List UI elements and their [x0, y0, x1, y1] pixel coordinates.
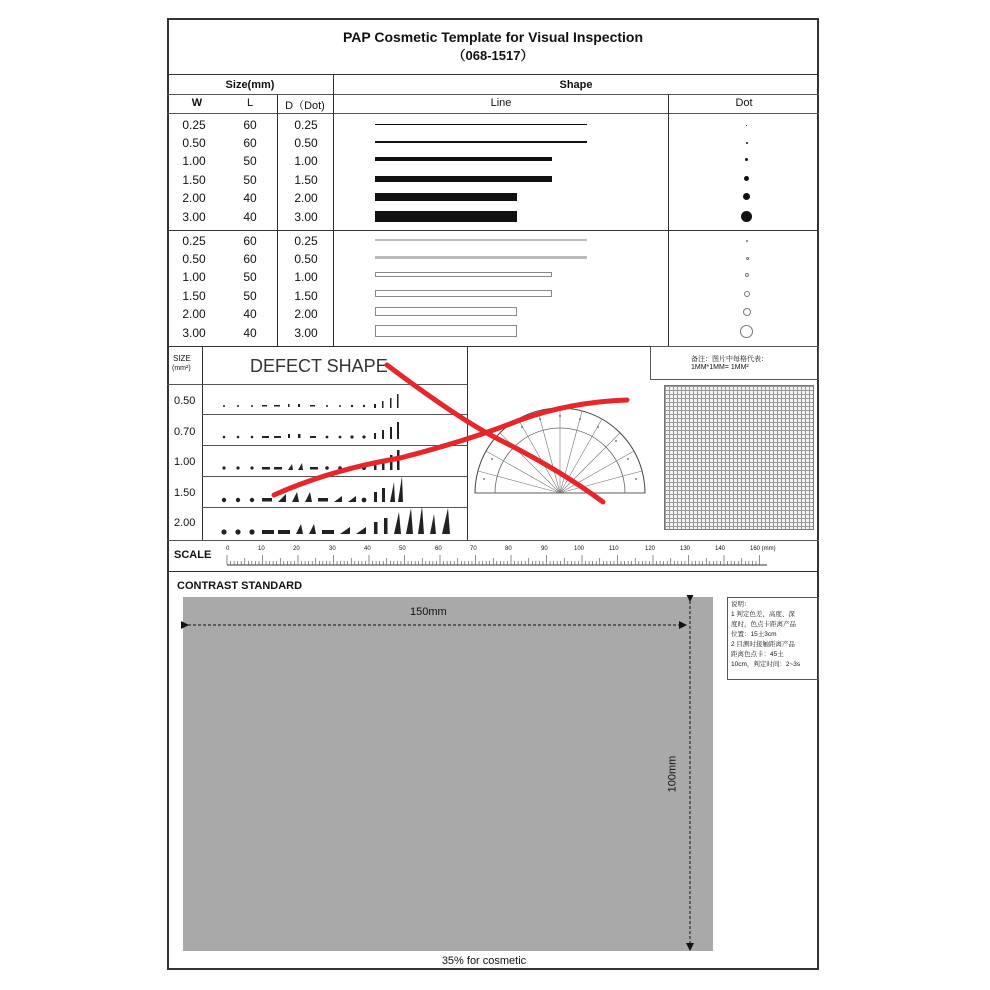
cell-l: 40	[243, 191, 257, 205]
note-line: 度时，色点卡距离产品	[731, 621, 796, 628]
red-strike-line	[387, 365, 603, 502]
cell-d: 0.50	[294, 252, 318, 266]
scale-tick-label: 90	[541, 546, 548, 552]
scale-tick-label: 10	[258, 546, 265, 552]
cell-d: 2.00	[294, 191, 318, 205]
cell-l: 60	[243, 234, 257, 248]
cell-d: 3.00	[294, 326, 318, 340]
scale-tick-label: 110	[609, 546, 619, 552]
note-line: 位置：15土3cm	[731, 631, 777, 638]
cell-d: 0.25	[294, 234, 318, 248]
page-title: PAP Cosmetic Template for Visual Inspection	[342, 29, 644, 45]
cell-l: 40	[243, 210, 257, 224]
scale-tick-label: 60	[435, 546, 442, 552]
scale-tick-label: 20	[293, 546, 300, 552]
cell-d: 3.00	[294, 210, 318, 224]
note-line: 距离色点卡：45土	[731, 651, 784, 658]
shape-header: Shape	[559, 79, 593, 91]
cell-w: 1.50	[182, 173, 206, 187]
cell-w: 3.00	[182, 326, 206, 340]
cell-d: 1.50	[294, 289, 318, 303]
size-header: Size(mm)	[225, 79, 275, 91]
cell-l: 60	[243, 136, 257, 150]
defect-shape-title: DEFECT SHAPE	[250, 356, 388, 376]
cell-d: 0.25	[294, 118, 318, 132]
scale-tick-label: 30	[329, 546, 336, 552]
cell-w: 0.50	[182, 252, 206, 266]
cell-w: 0.25	[182, 234, 206, 248]
cell-l: 50	[243, 270, 257, 284]
cell-l: 40	[243, 307, 257, 321]
page-subtitle: （068-1517）	[452, 48, 534, 63]
scale-tick-label: 100	[574, 546, 585, 552]
scale-tick-label: 40	[364, 546, 371, 552]
cell-d: 2.00	[294, 307, 318, 321]
grid-note-line: 1MM*1MM= 1MM²	[691, 364, 749, 371]
col-w-header: W	[191, 97, 203, 109]
cell-w: 3.00	[182, 210, 206, 224]
col-line-header: Line	[490, 97, 512, 109]
scale-tick-label: 50	[399, 546, 406, 552]
note-line: 2 目测时接触距离产品	[731, 641, 795, 648]
grid-note-line: 备注：图片中每格代表：	[691, 356, 768, 363]
cell-l: 50	[243, 289, 257, 303]
scale-tick-label: 0	[226, 546, 230, 552]
col-l-header: L	[246, 97, 254, 109]
defect-size-unit: (mm²)	[172, 365, 191, 372]
defect-size-label: 0.70	[174, 426, 196, 438]
cell-w: 0.25	[182, 118, 206, 132]
defect-size-label: 0.50	[174, 395, 196, 407]
scale-tick-label: 120	[645, 546, 656, 552]
cell-l: 60	[243, 118, 257, 132]
note-line: 1 判定色差、高度、深	[731, 611, 795, 618]
note-line: 说明：	[731, 601, 751, 608]
scale-tick-label: 130	[680, 546, 691, 552]
defect-size-label: 1.00	[174, 456, 196, 468]
height-label: 100mm	[666, 755, 679, 793]
note-line: 10cm，判定时间：2~3s	[731, 661, 801, 668]
defect-size-label: 2.00	[174, 517, 196, 529]
cell-d: 1.00	[294, 270, 318, 284]
cell-w: 1.00	[182, 154, 206, 168]
scale-tick-label: 140	[715, 546, 726, 552]
scale-tick-label: 80	[505, 546, 512, 552]
col-d-header: D（Dot)	[285, 100, 325, 112]
cell-w: 2.00	[182, 307, 206, 321]
cell-w: 1.50	[182, 289, 206, 303]
col-dot-header: Dot	[735, 97, 753, 109]
cell-d: 0.50	[294, 136, 318, 150]
cell-l: 40	[243, 326, 257, 340]
cell-w: 1.00	[182, 270, 206, 284]
scale-tick-label: 70	[470, 546, 477, 552]
cell-d: 1.50	[294, 173, 318, 187]
scale-label: SCALE	[174, 549, 212, 561]
defect-size-label: SIZE	[173, 354, 191, 363]
defect-size-label: 1.50	[174, 487, 196, 499]
contrast-footer: 35% for cosmetic	[441, 955, 527, 967]
cell-d: 1.00	[294, 154, 318, 168]
scale-tick-label: 160 (mm)	[750, 546, 776, 552]
cell-l: 50	[243, 173, 257, 187]
width-label: 150mm	[410, 606, 447, 618]
contrast-title: CONTRAST STANDARD	[177, 580, 303, 592]
cell-l: 60	[243, 252, 257, 266]
cell-w: 0.50	[182, 136, 206, 150]
cell-w: 2.00	[182, 191, 206, 205]
cell-l: 50	[243, 154, 257, 168]
